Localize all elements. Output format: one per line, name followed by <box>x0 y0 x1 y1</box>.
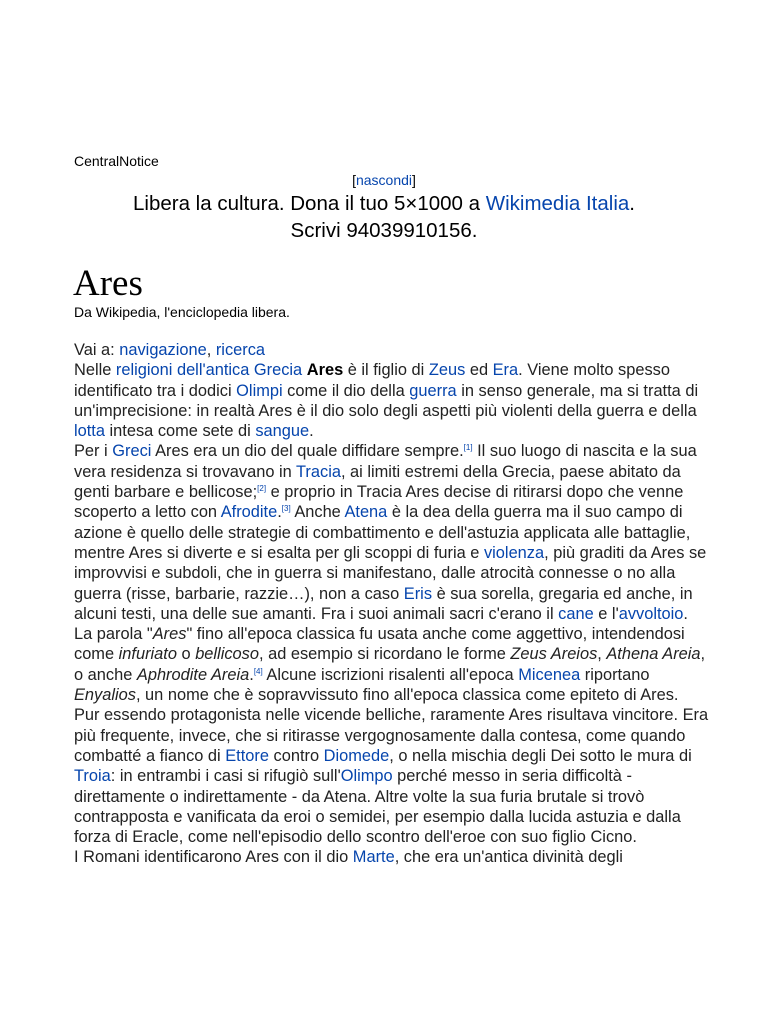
text: Il suo luogo di nascita e la sua vera residenza si trovavano in <box>74 442 697 481</box>
text: " fino all'epoca classica fu usata anche come aggettivo, intendendosi come <box>74 625 685 664</box>
site-subtitle: Da Wikipedia, l'enciclopedia libera. <box>74 304 290 320</box>
reference-link[interactable]: [1] <box>463 443 473 453</box>
text: e l' <box>593 604 619 623</box>
paragraph-intro <box>74 360 714 441</box>
italic-term: Enyalios <box>74 686 136 705</box>
text: e proprio in Tracia Ares decise di ritirarsi dopo che venne scoperto a letto con <box>74 483 684 522</box>
link-sangue[interactable]: sangue <box>255 422 310 441</box>
italic-term: Athena Areia <box>606 645 701 664</box>
reference-link[interactable]: [3] <box>281 504 291 514</box>
text: Pur essendo protagonista nelle vicende belliche, raramente Ares risultava vincitore. Era più frequente, invece, che si ritirasse vergognosamente dalla contesa, come quando combatté a fianco di <box>74 706 709 765</box>
text: è il figlio di <box>343 361 429 380</box>
text: , <box>597 645 607 664</box>
wikimedia-italia-link[interactable]: Wikimedia Italia <box>485 192 630 215</box>
text: Nelle <box>74 361 116 380</box>
jump-prefix: Vai a: <box>74 341 120 359</box>
reference-1[interactable] <box>464 443 473 452</box>
text: in senso generale, ma si tratta di un'imprecisione: in realtà Ares è il dio solo degli aspetti più violenti della guerra e della <box>74 381 699 420</box>
bold-ares: Ares <box>306 361 344 380</box>
search-link[interactable]: ricerca <box>215 341 266 359</box>
text: , o anche <box>74 645 706 684</box>
text: è sua sorella, gregaria ed anche, in alcuni testi, una delle sue amanti. Fra i suoi animali sacri c'erano il <box>74 584 693 623</box>
paragraph-word-ares <box>74 624 714 705</box>
reference-3[interactable] <box>282 504 291 513</box>
text: perché messo in seria difficoltà - direttamente o indirettamente - da Atena. Altre volte la sua furia brutale si trovò contrapposta e vanificata da eroi o semidei, per esempio dalla lucida astuzia e dalla forza di Eracle, come nell'episodio dello scontro dell'eroe con suo figlio Cicno. <box>74 767 681 847</box>
banner-tax-code: Scrivi 94039910156. <box>290 219 478 242</box>
italic-term: Zeus Areios <box>510 645 598 664</box>
link-cane[interactable]: cane <box>558 604 594 623</box>
text: . <box>277 503 282 522</box>
text: ed <box>465 361 493 380</box>
reference-2[interactable] <box>257 484 266 493</box>
link-tracia[interactable]: Tracia <box>296 462 341 481</box>
bracket-close: ] <box>412 172 416 188</box>
link-ettore[interactable]: Ettore <box>225 746 269 765</box>
text: . <box>249 665 254 684</box>
banner-text-end: . <box>629 192 635 215</box>
link-micenea[interactable]: Micenea <box>518 665 581 684</box>
bracket-open: [ <box>352 172 356 188</box>
paragraph-romans <box>74 847 714 867</box>
text: . Viene molto spesso identificato tra i dodici <box>74 361 670 400</box>
text: . <box>683 604 688 623</box>
text: contro <box>268 746 324 765</box>
link-marte[interactable]: Marte <box>352 848 395 867</box>
link-lotta[interactable]: lotta <box>74 422 105 441</box>
text: La parola " <box>74 625 153 644</box>
page-title: Ares <box>73 263 143 304</box>
link-olimpi[interactable]: Olimpi <box>236 381 283 400</box>
donation-banner <box>0 190 768 244</box>
jump-links <box>74 340 714 360</box>
text: . <box>309 422 314 441</box>
jump-separator: , <box>206 341 216 359</box>
banner-text: Libera la cultura. Dona il tuo 5×1000 a <box>133 192 486 215</box>
text: o <box>176 645 196 664</box>
text: Anche <box>290 503 345 522</box>
reference-link[interactable]: [2] <box>257 484 267 494</box>
link-zeus[interactable]: Zeus <box>428 361 466 380</box>
link-atena[interactable]: Atena <box>344 503 388 522</box>
paragraph-greeks <box>74 441 714 624</box>
text: riportano <box>580 665 650 684</box>
text: come il dio della <box>282 381 410 400</box>
text: : in entrambi i casi si rifugiò sull' <box>110 767 341 786</box>
link-avvoltoio[interactable]: avvoltoio <box>618 604 684 623</box>
link-afrodite[interactable]: Afrodite <box>220 503 278 522</box>
central-notice-hide <box>0 172 768 188</box>
link-religioni-grecia[interactable]: religioni dell'antica Grecia <box>115 361 303 380</box>
article-body <box>74 340 714 868</box>
text: Per i <box>74 442 113 461</box>
link-era[interactable]: Era <box>492 361 519 380</box>
italic-term: Aphrodite Areia <box>136 665 250 684</box>
link-olimpo[interactable]: Olimpo <box>340 767 393 786</box>
text: , ai limiti estremi della Grecia, paese abitato da genti barbare e bellicose; <box>74 462 681 502</box>
italic-term: Ares <box>152 625 187 644</box>
text: , o nella mischia degli Dei sotto le mura di <box>389 746 692 765</box>
link-diomede[interactable]: Diomede <box>323 746 390 765</box>
link-troia[interactable]: Troia <box>74 767 111 786</box>
central-notice-label: CentralNotice <box>74 153 159 169</box>
text: , più graditi da Ares se improvvisi e subdoli, che in guerra si manifestano, dalle atrocità connesse o no alla guerra (risse, barbarie, razzie…), non a caso <box>74 543 707 603</box>
text: , ad esempio si ricordano le forme <box>258 645 511 664</box>
link-violenza[interactable]: violenza <box>483 543 545 562</box>
reference-link[interactable]: [4] <box>253 666 263 676</box>
text: è la dea della guerra ma il suo campo di azione è quello delle strategie di combattimento e dell'astuzia applicata alle battaglie, mentre Ares si diverte e si esalta per gli scoppi di furia e <box>74 503 691 562</box>
text: Alcune iscrizioni risalenti all'epoca <box>262 665 519 684</box>
link-eris[interactable]: Eris <box>403 584 433 603</box>
text: , che era un'antica divinità degli <box>394 848 623 867</box>
navigation-link[interactable]: navigazione <box>119 341 207 359</box>
italic-term: infuriato <box>118 645 177 664</box>
link-guerra[interactable]: guerra <box>409 381 457 400</box>
italic-term: bellicoso <box>195 645 259 664</box>
text: , un nome che è sopravvissuto fino all'epoca classica come epiteto di Ares. <box>135 686 679 705</box>
text: intesa come sete di <box>104 422 256 441</box>
hide-banner-link[interactable]: nascondi <box>355 172 413 188</box>
text: I Romani identificarono Ares con il dio <box>74 848 353 867</box>
paragraph-battles <box>74 705 714 847</box>
text: Ares era un dio del quale diffidare sempre. <box>151 442 464 461</box>
reference-4[interactable] <box>254 667 263 676</box>
link-greci[interactable]: Greci <box>112 442 152 461</box>
